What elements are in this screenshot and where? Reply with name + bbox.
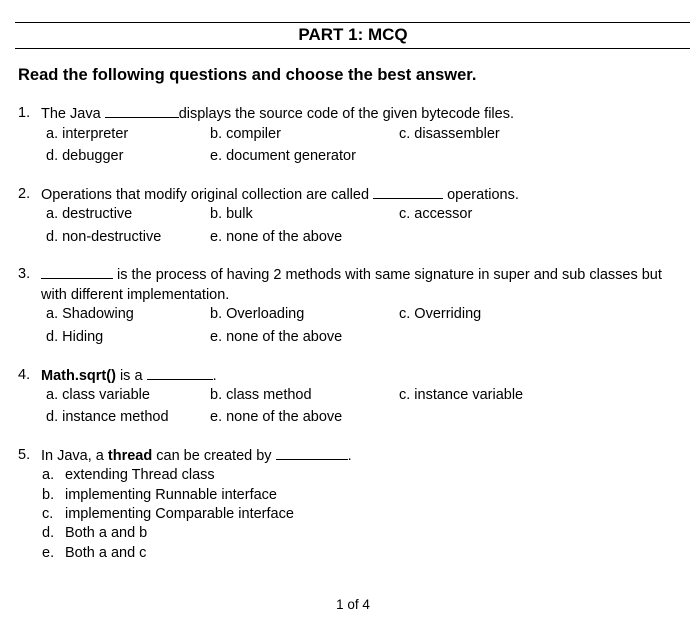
option-letter: d. (42, 525, 55, 541)
question-text (41, 446, 352, 465)
option-c: implementing Comparable interface (65, 506, 294, 522)
top-rule (15, 22, 690, 23)
answer-blank (105, 104, 179, 118)
option-d: d. non-destructive (46, 229, 162, 245)
option-d: Both a and b (65, 525, 148, 541)
question-stem-middle: can be created by (156, 448, 272, 464)
question-stem-end: . (212, 368, 217, 384)
option-a: a. class variable (46, 387, 150, 403)
question-stem-end: displays the source code of the given bytecode files. (178, 106, 514, 122)
option-letter: a. (42, 467, 55, 483)
option-b: b. bulk (210, 206, 253, 222)
question-stem-end: operations. (447, 187, 519, 203)
question-text (41, 185, 519, 204)
option-b: b. Overloading (210, 306, 305, 322)
option-a: a. interpreter (46, 126, 129, 142)
option-c: c. accessor (399, 206, 473, 222)
question-number: 4. (18, 367, 31, 383)
question-stem-end: . (347, 448, 352, 464)
part-title: PART 1: MCQ (298, 25, 408, 44)
question-stem-start: is a (119, 368, 143, 384)
option-e: e. none of the above (210, 409, 343, 425)
question-stem-start: Operations that modify original collection are called (41, 187, 370, 203)
option-a: extending Thread class (65, 467, 215, 483)
option-c: c. disassembler (399, 126, 500, 142)
option-b: b. compiler (210, 126, 281, 142)
option-b: b. class method (210, 387, 312, 403)
option-d: d. instance method (46, 409, 169, 425)
option-c: c. instance variable (399, 387, 524, 403)
question-stem-start: In Java, a (41, 448, 104, 464)
option-e: e. none of the above (210, 229, 343, 245)
answer-blank (373, 185, 443, 199)
option-e: e. document generator (210, 148, 356, 164)
question-stem-start: The Java (41, 106, 101, 122)
question-stem-end: is the process of having 2 methods with same signature in super and sub classes but (117, 267, 662, 283)
title-rule (15, 48, 690, 49)
question-number: 2. (18, 186, 31, 202)
option-e: Both a and c (65, 545, 147, 561)
answer-blank (276, 446, 348, 460)
answer-blank (147, 366, 213, 380)
option-d: d. debugger (46, 148, 124, 164)
question-text (41, 265, 662, 284)
question-number: 3. (18, 266, 31, 282)
question-number: 1. (18, 105, 31, 121)
page-number: 1 of 4 (336, 597, 370, 612)
question-text (41, 104, 514, 123)
question-text (41, 366, 217, 385)
option-b: implementing Runnable interface (65, 487, 277, 503)
option-d: d. Hiding (46, 329, 104, 345)
method-name: Math.sqrt() (41, 368, 116, 384)
option-a: a. destructive (46, 206, 133, 222)
option-a: a. Shadowing (46, 306, 134, 322)
question-number: 5. (18, 447, 31, 463)
option-letter: e. (42, 545, 55, 561)
answer-blank (41, 265, 113, 279)
question-text-line-2: with different implementation. (41, 287, 230, 303)
option-letter: b. (42, 487, 55, 503)
option-c: c. Overriding (399, 306, 482, 322)
instructions: Read the following questions and choose the best answer. (18, 66, 477, 84)
option-e: e. none of the above (210, 329, 343, 345)
option-letter: c. (42, 506, 54, 522)
keyword: thread (107, 448, 153, 464)
